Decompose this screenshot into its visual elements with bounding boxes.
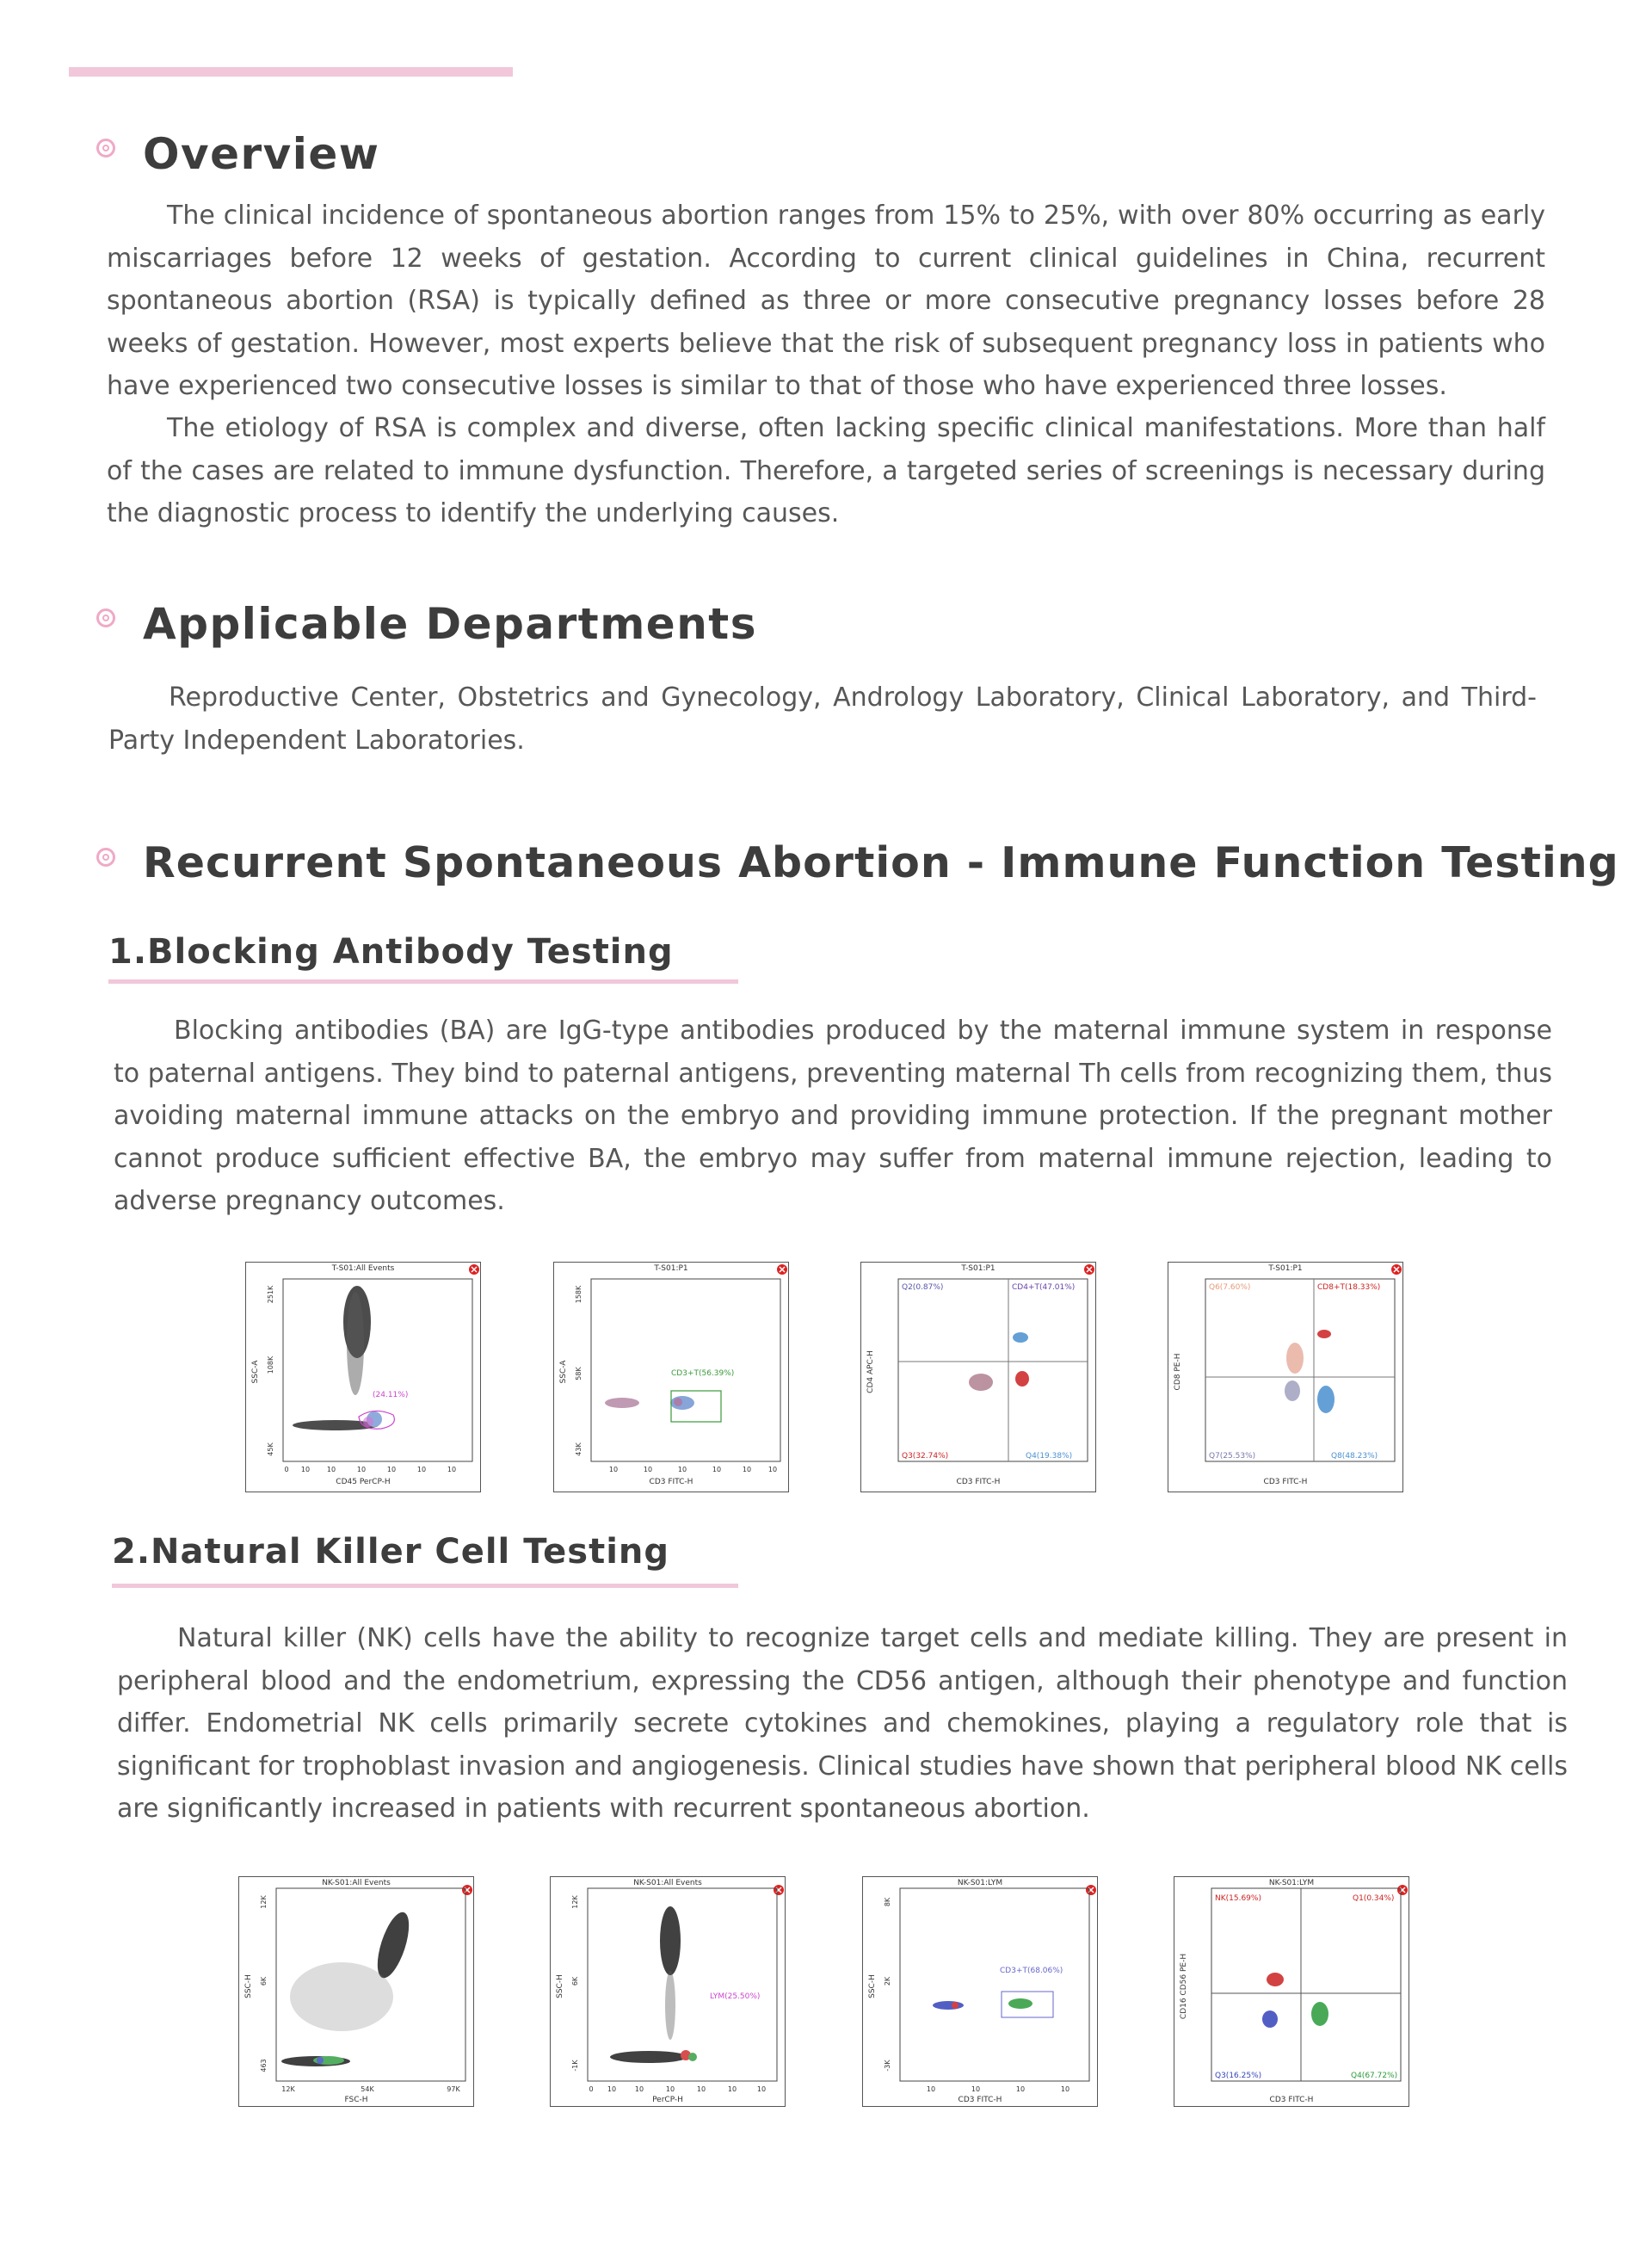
x-tick: 10 (1060, 2085, 1070, 2093)
y-tick: -3K (884, 2060, 891, 2072)
quadrant-label: CD8+T(18.33%) (1317, 1283, 1381, 1292)
x-tick: 10 (607, 2085, 617, 2093)
y-axis-label: SSC-H (556, 1974, 564, 1998)
x-tick: 0 (589, 2085, 594, 2093)
flow-plot-nk-cd56 (1174, 1876, 1409, 2107)
quadrant-label: CD4+T(47.01%) (1012, 1283, 1076, 1292)
y-tick: 158K (575, 1285, 583, 1304)
x-tick: 10 (300, 1466, 311, 1473)
y-tick: 43K (575, 1442, 583, 1456)
quadrant-label: Q3(16.25%) (1215, 2072, 1262, 2080)
x-axis-label: CD3 FITC-H (649, 1478, 693, 1486)
y-tick: 12K (260, 1895, 268, 1909)
y-axis-label: CD16 CD56 PE-H (1180, 1953, 1188, 2020)
x-tick: 10 (643, 1466, 653, 1473)
x-tick: 10 (665, 2085, 675, 2093)
x-tick: 10 (767, 1466, 778, 1473)
gate-label: CD3+T(68.06%) (1000, 1967, 1063, 1975)
y-tick: 251K (267, 1285, 274, 1304)
rsa-title: Recurrent Spontaneous Abortion - Immune Function Testing (143, 838, 1619, 887)
y-axis-label: CD4 APC-H (866, 1350, 875, 1393)
x-tick: 10 (608, 1466, 619, 1473)
overview-paragraph-1: The clinical incidence of spontaneous abortion ranges from 15% to 25%, with over 80% occurring as early miscarriages before 12 weeks of gestation. According to current clinical guidelines in China, recurrent spontaneous abortion (RSA) is typically defined as three or more consecutive pregnancy losses before 28 weeks of gestation. However, most experts believe that the risk of subsequent pregnancy loss in patients who have experienced two consecutive losses is similar to that of those who have experienced three losses. (107, 201, 1545, 401)
y-tick: 6K (260, 1976, 268, 1986)
plot-title: NK-S01:LYM (1268, 1879, 1315, 1887)
departments-title: Applicable Departments (143, 599, 757, 649)
blocking-antibody-paragraph: Blocking antibodies (BA) are IgG-type antibodies produced by the maternal immune system in response to paternal antigens. They bind to paternal antigens, preventing maternal Th cells from recognizing them, thus avoiding maternal immune attacks on the embryo and providing immune protection. If the pregnant mother cannot produce sufficient effective BA, the embryo may suffer from maternal immune rejection, leading to adverse pregnancy outcomes. (114, 1016, 1552, 1216)
x-tick: 10 (447, 1466, 457, 1473)
x-tick: 10 (386, 1466, 397, 1473)
nk-cell-title: 2.Natural Killer Cell Testing (112, 1532, 670, 1572)
nk-cell-underline (112, 1584, 738, 1588)
x-axis-label: CD3 FITC-H (1263, 1478, 1308, 1486)
y-axis-label: SSC-H (868, 1974, 877, 1998)
flow-plot-cd4 (860, 1262, 1096, 1492)
blocking-antibody-title: 1.Blocking Antibody Testing (108, 932, 674, 972)
gate-label: CD3+T(56.39%) (671, 1369, 735, 1378)
plot-title: T-S01:All Events (331, 1264, 395, 1273)
y-axis-label: SSC-A (251, 1360, 260, 1384)
x-tick: 10 (416, 1466, 427, 1473)
x-tick: 10 (727, 2085, 737, 2093)
overview-title: Overview (143, 129, 380, 179)
x-tick: 97K (447, 2085, 460, 2093)
plot-title: T-S01:P1 (1268, 1264, 1303, 1273)
y-tick: 463 (260, 2059, 268, 2072)
x-axis-label: CD3 FITC-H (958, 2096, 1002, 2104)
y-tick: 12K (571, 1895, 579, 1909)
plot-title: T-S01:P1 (654, 1264, 688, 1273)
flow-plot-t-all-events (245, 1262, 481, 1492)
top-accent-bar (69, 67, 513, 77)
quadrant-label: Q4(19.38%) (1026, 1452, 1073, 1461)
y-tick: 8K (884, 1897, 891, 1907)
x-tick: 10 (1015, 2085, 1026, 2093)
x-tick: 10 (742, 1466, 752, 1473)
quadrant-label: Q3(32.74%) (902, 1452, 949, 1461)
x-axis-label: CD3 FITC-H (956, 1478, 1001, 1486)
x-tick: 10 (926, 2085, 936, 2093)
x-tick: 10 (712, 1466, 722, 1473)
plot-title: NK-S01:LYM (957, 1879, 1003, 1887)
x-tick: 12K (281, 2085, 295, 2093)
overview-paragraph-2: The etiology of RSA is complex and diverse, often lacking specific clinical manifestations. More than half of the cases are related to immune dysfunction. Therefore, a targeted series of screenings is necessary during the diagnostic process to identify the underlying causes. (107, 413, 1545, 528)
x-tick: 10 (971, 2085, 981, 2093)
y-tick: 45K (267, 1442, 274, 1456)
departments-paragraph: Reproductive Center, Obstetrics and Gynecology, Andrology Laboratory, Clinical Laboratory, and Third-Party Independent Laboratories. (108, 682, 1537, 756)
y-axis-label: SSC-H (244, 1974, 253, 1998)
quadrant-label: Q6(7.60%) (1209, 1283, 1251, 1292)
flow-plot-nk-all-percp (550, 1876, 786, 2107)
y-tick: 58K (575, 1367, 583, 1380)
x-tick: 10 (356, 1466, 367, 1473)
x-tick: 10 (696, 2085, 706, 2093)
plot-title: NK-S01:All Events (633, 1879, 702, 1887)
x-tick: 10 (756, 2085, 767, 2093)
x-tick: 10 (326, 1466, 336, 1473)
section-bullet-icon (96, 139, 115, 157)
y-tick: 6K (571, 1976, 579, 1986)
quadrant-label: NK(15.69%) (1215, 1894, 1261, 1903)
section-bullet-icon (96, 848, 115, 867)
blocking-antibody-underline (108, 979, 738, 984)
x-axis-label: FSC-H (344, 2096, 368, 2104)
gate-label: LYM(25.50%) (710, 1992, 761, 2001)
y-axis-label: SSC-A (559, 1360, 568, 1384)
x-tick: 54K (361, 2085, 374, 2093)
x-axis-label: CD45 PerCP-H (336, 1478, 391, 1486)
quadrant-label: Q4(67.72%) (1351, 2072, 1398, 2080)
flow-plot-nk-lym-cd3 (862, 1876, 1098, 2107)
section-bullet-icon (96, 608, 115, 627)
x-axis-label: PerCP-H (652, 2096, 683, 2104)
quadrant-label: Q7(25.53%) (1209, 1452, 1256, 1461)
y-tick: 108K (267, 1356, 274, 1374)
plot-title: NK-S01:All Events (322, 1879, 391, 1887)
flow-plot-nk-all-fsc (238, 1876, 474, 2107)
y-axis-label: CD8 PE-H (1174, 1353, 1182, 1391)
y-tick: 2K (884, 1976, 891, 1986)
x-axis-label: CD3 FITC-H (1269, 2096, 1314, 2104)
nk-cell-paragraph: Natural killer (NK) cells have the ability to recognize target cells and mediate killing. They are present in peripheral blood and the endometrium, expressing the CD56 antigen, although their phenotype and function differ. Endometrial NK cells primarily secrete cytokines and chemokines, playing a regulatory role that is significant for trophoblast invasion and angiogenesis. Clinical studies have shown that peripheral blood NK cells are significantly increased in patients with recurrent spontaneous abortion. (117, 1623, 1568, 1824)
quadrant-label: Q2(0.87%) (902, 1283, 944, 1292)
quadrant-label: Q1(0.34%) (1353, 1894, 1395, 1903)
x-tick: 0 (284, 1466, 289, 1473)
x-tick: 10 (677, 1466, 687, 1473)
y-tick: -1K (571, 2060, 579, 2072)
flow-plot-cd8 (1168, 1262, 1403, 1492)
quadrant-label: Q8(48.23%) (1331, 1452, 1378, 1461)
x-tick: 10 (634, 2085, 644, 2093)
flow-plot-t-p1-cd3 (553, 1262, 789, 1492)
gate-label: (24.11%) (373, 1391, 409, 1399)
plot-title: T-S01:P1 (961, 1264, 996, 1273)
